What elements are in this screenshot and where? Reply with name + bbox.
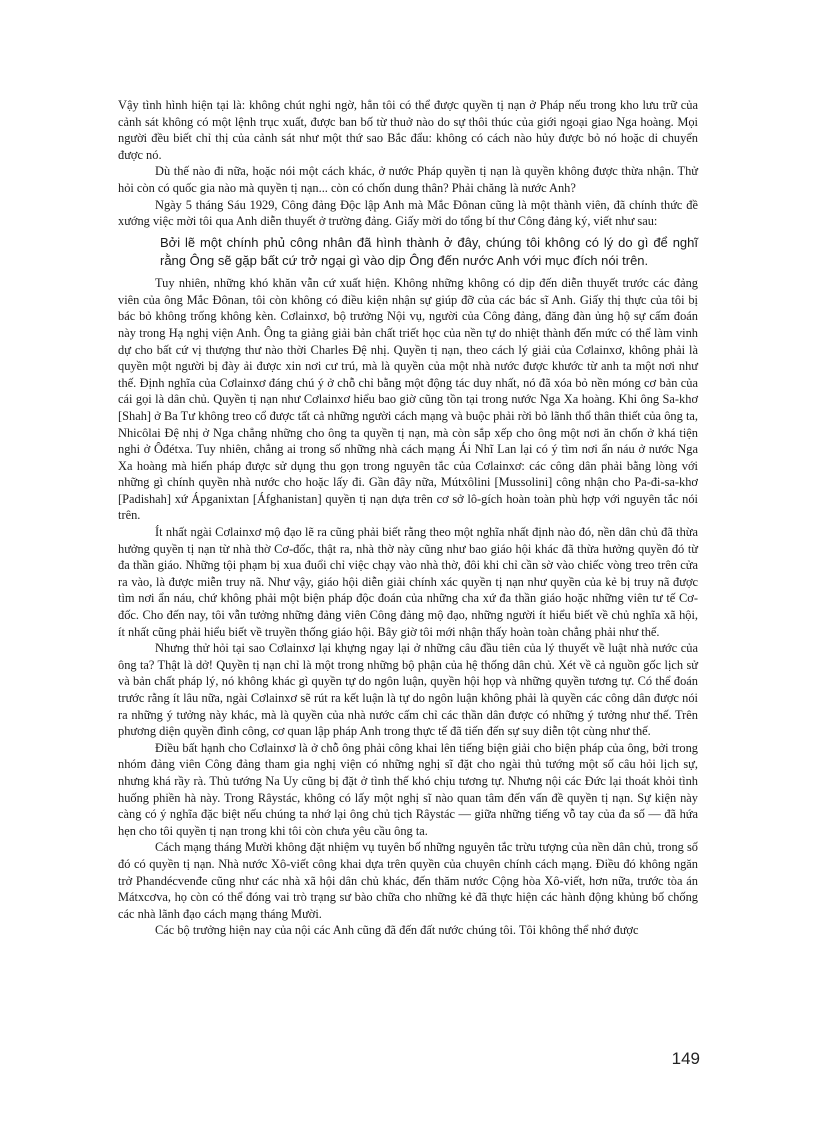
page-number: 149 [671,1049,700,1068]
paragraph: Ngày 5 tháng Sáu 1929, Công đảng Độc lập Anh mà Mắc Đônan cũng là một thành viên, đã chính thức đề xướng việc mời tôi qua Anh diễn thuyết ở trường đảng. Giấy mời do tổng bí thư Công đảng ký, viết như sau: [118,197,698,229]
paragraph: Nhưng thử hỏi tại sao Cơlainxơ lại khựng ngay lại ở những câu đầu tiên của lý thuyết về luật nhà nước của ông ta? Thật là dở! Quyền tị nạn chỉ là một trong những bộ phận của hệ thống dân chủ. Xét về cả nguồn gốc lịch sử và bản chất pháp lý, nó không khác gì quyền tự do ngôn luận, quyền hội họp và những quyền tương tự. Có thể đoán trước rằng ít lâu nữa, ngài Cơlainxơ sẽ rút ra kết luận là tự do ngôn luận không phải là quyền các công dân được nói ra những ý tưởng này khác, mà là quyền của nhà nước cấm chỉ các thần dân được có những ý tưởng như thế. Trên phương diện quyền đình công, cơ quan lập pháp Anh trong thực tế đã tiến đến sự suy diễn tột cùng như thế. [118,641,698,739]
paragraph: Ít nhất ngài Cơlainxơ mộ đạo lẽ ra cũng phải biết rằng theo một nghĩa nhất định nào đó, nền dân chủ đã thừa hưởng quyền tị nạn từ nhà thờ Cơ-đốc, thật ra, nhà thờ này cũng như bao giáo hội khác đã thừa hưởng quyền đó từ đa thần giáo. Những tội phạm bị xua đuổi chỉ việc chạy vào nhà thờ, đôi khi chỉ cần sờ vào chiếc vòng treo trên cửa ra vào, là được miễn truy nã. Như vậy, giáo hội diễn giải chính xác quyền tị nạn như quyền của kẻ bị truy nã được tìm nơi ẩn náu, chứ không phải một biện pháp độc đoán của những cha xứ đa thần giáo hoặc những viên tư tế Cơ-đốc. Cho đến nay, tôi vẫn tưởng những đảng viên Công đảng mộ đạo, những người ít hiểu biết về chủ nghĩa xã hội, ít nhất cũng phải hiểu biết về truyền thống giáo hội. Bây giờ tôi mới nhận thấy hoàn toàn chẳng phải như thế. [118,525,698,639]
paragraph: Cách mạng tháng Mười không đặt nhiệm vụ tuyên bố những nguyên tắc trừu tượng của nền dân chủ, trong số đó có quyền tị nạn. Nhà nước Xô-viết công khai dựa trên quyền của chuyên chính cách mạng. Điều đó không ngăn trở Phandécvenđe cũng như các nhà xã hội dân chủ khác, đến thăm nước Cộng hòa Xô-viết, hơn nữa, trước tòa án Mátxcơva, họ còn có thể đóng vai trò trạng sư bào chữa cho những kẻ đã thực hiện các hành động khủng bố chống các nhà lãnh đạo cách mạng tháng Mười. [118,840,698,921]
paragraph: Tuy nhiên, những khó khăn vẫn cứ xuất hiện. Không những không có dịp đến diễn thuyết trước các đảng viên của ông Mắc Đônan, tôi còn không có điều kiện nhận sự giúp đỡ của các bác sĩ Anh. Giấy thị thực của tôi bị bác bỏ không trống không kèn. Cơlainxơ, bộ trưởng Nội vụ, người của Công đảng, đăng đàn ủng hộ sự cấm đoán này trong Hạ nghị viện Anh. Ông ta giảng giải bản chất triết học của nền tự do nhiệt thành đến mức có thể làm vinh dự cho bất cứ vị thượng thư nào thời Charles Đệ nhị. Quyền tị nạn, theo cách lý giải của Cơlainxơ, không phải là quyền một người bị đày ải được xin nơi cư trú, mà là quyền của một nhà nước được khước từ anh ta một nơi như thế. Định nghĩa của Cơlainxơ đáng chú ý ở chỗ chỉ bằng một động tác duy nhất, nó đã xóa bỏ nền móng cơ bản của cái gọi là dân chủ. Quyền tị nạn như Cơlainxơ hiểu bao giờ cũng tồn tại trong nước Nga Xa hoàng. Khi ông Sa-khơ [Shah] ở Ba Tư không treo cổ được tất cả những người cách mạng và buộc phải rời bỏ lãnh thổ thân thiết của ông ta, Nhicôlai Đệ nhị ở Nga chẳng những cho ông ta quyền tị nạn, mà còn sắp xếp cho ông một nơi ăn chốn ở khá tiện nghi ở Ôđétxa. Tuy nhiên, chẳng ai trong số những nhà cách mạng Ái Nhĩ Lan lại có ý tìm nơi ẩn náu ở nước Nga Xa hoàng mà hiến pháp được sử dụng thu gọn trong nguyên tắc của Cơlainxơ: các công dân phải bằng lòng với những gì chính quyền nhà nước cho hoặc lấy đi. Gần đây nữa, Mútxôlini [Mussolini] công nhận cho Pa-đi-sa-khơ [Padishah] xứ Ápganixtan [Áfghanistan] quyền tị nạn dựa trên cơ sở lô-gích hoàn toàn phù hợp với nguyên tắc nói trên. [118,276,698,523]
book-page [118,97,698,939]
paragraph: Các bộ trưởng hiện nay của nội các Anh cũng đã đến đất nước chúng tôi. Tôi không thể nhớ được [155,923,639,938]
paragraph: Dù thế nào đi nữa, hoặc nói một cách khác, ở nước Pháp quyền tị nạn là quyền không được thừa nhận. Thử hỏi còn có quốc gia nào mà quyền tị nạn... còn có chốn dung thân? Phải chăng là nước Anh? [118,164,698,195]
paragraph: Vậy tình hình hiện tại là: không chút nghi ngờ, hẳn tôi có thể được quyền tị nạn ở Pháp nếu trong kho lưu trữ của cảnh sát không có một lệnh trục xuất, được ban bố từ thuở nào do sự thôi thúc của giới ngoại giao Nga hoàng. Mọi người đều biết chỉ thị của cảnh sát như một thứ sao Bắc đẩu: không có cách nào hủy được bỏ nó hoặc di chuyển được nó. [118,98,698,162]
paragraph: Điều bất hạnh cho Cơlainxơ là ở chỗ ông phải công khai lên tiếng biện giải cho biện pháp của ông, bởi trong nhóm đảng viên Công đảng tham gia nghị viện có những nghị sĩ đặt cho ngài thủ tướng một số câu hỏi lịch sự, nhưng khá rầy rà. Thủ tướng Na Uy cũng bị đặt ở tình thế khó chịu tương tự. Nhưng nội các Đức lại thoát khỏi tình huống phiền hà này. Trong Râystác, không có lấy một nghị sĩ nào quan tâm đến vấn đề quyền tị nạn. Sự kiện này càng có ý nghĩa đặc biệt nếu chúng ta nhớ lại ông chủ tịch Râystác — giữa những tiếng vỗ tay của đa số — đã hứa hẹn cho tôi quyền tị nạn trong khi tôi còn chưa yêu cầu ông ta. [118,740,698,838]
block-quote: Bởi lẽ một chính phủ công nhân đã hình thành ở đây, chúng tôi không có lý do gì để nghĩ rằng Ông sẽ gặp bất cứ trở ngại gì vào dịp Ông đến nước Anh với mục đích nói trên. [160,234,698,268]
